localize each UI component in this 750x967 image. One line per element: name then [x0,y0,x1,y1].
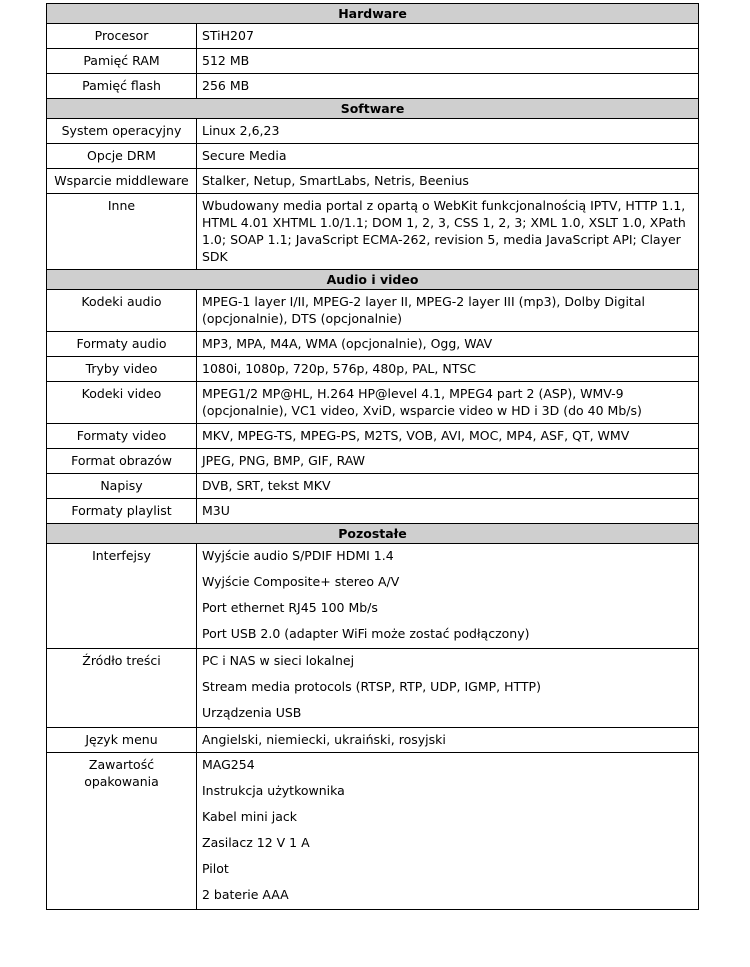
row-value: 512 MB [197,49,699,74]
table-row [47,49,699,74]
row-value: MP3, MPA, M4A, WMA (opcjonalnie), Ogg, WAV [197,332,699,357]
row-value: STiH207 [197,24,699,49]
list-item: Instrukcja użytkownika [202,783,345,798]
row-label: Źródło treści [47,649,197,728]
list-item: Zasilacz 12 V 1 A [202,835,310,850]
section-header-other [47,524,699,544]
row-label: Procesor [47,24,197,49]
row-label: Formaty video [47,424,197,449]
row-label: Formaty audio [47,332,197,357]
table-row [47,474,699,499]
table-row [47,194,699,270]
row-label: Formaty playlist [47,499,197,524]
row-value: MPEG-1 layer I/II, MPEG-2 layer II, MPEG-2 layer III (mp3), Dolby Digital (opcjonalnie), DTS (opcjonalnie) [197,290,699,332]
list-item: Kabel mini jack [202,809,297,824]
table-row [47,357,699,382]
spec-table [46,3,699,910]
table-row [47,449,699,474]
section-title: Pozostałe [47,524,699,544]
section-header-hardware [47,4,699,24]
list-item: Port USB 2.0 (adapter WiFi może zostać podłączony) [202,626,530,641]
table-row-package [47,753,699,910]
section-title: Audio i video [47,270,699,290]
list-item: Urządzenia USB [202,705,302,720]
row-value-list [197,544,699,649]
list-item: Stream media protocols (RTSP, RTP, UDP, IGMP, HTTP) [202,679,541,694]
row-label: Kodeki video [47,382,197,424]
list-item: Wyjście Composite+ stereo A/V [202,574,400,589]
row-label: Tryby video [47,357,197,382]
list-item: Pilot [202,861,229,876]
table-row [47,290,699,332]
row-label-line: opakowania [84,774,159,789]
list-item: PC i NAS w sieci lokalnej [202,653,355,668]
list-item: MAG254 [202,757,255,772]
row-label: Opcje DRM [47,144,197,169]
table-row [47,499,699,524]
row-label: Interfejsy [47,544,197,649]
row-value: Stalker, Netup, SmartLabs, Netris, Beenius [197,169,699,194]
table-row [47,119,699,144]
row-value-list [197,753,699,910]
table-row [47,24,699,49]
list-item: Port ethernet RJ45 100 Mb/s [202,600,378,615]
section-title: Hardware [47,4,699,24]
table-row-sources [47,649,699,728]
row-value: DVB, SRT, tekst MKV [197,474,699,499]
table-row [47,74,699,99]
row-label: Pamięć RAM [47,49,197,74]
table-row [47,382,699,424]
row-label: Napisy [47,474,197,499]
row-label: Format obrazów [47,449,197,474]
row-value: Secure Media [197,144,699,169]
row-value: MKV, MPEG-TS, MPEG-PS, M2TS, VOB, AVI, MOC, MP4, ASF, QT, WMV [197,424,699,449]
table-row-menu-language [47,728,699,753]
row-value: MPEG1/2 MP@HL, H.264 HP@level 4.1, MPEG4 part 2 (ASP), WMV-9 (opcjonalnie), VC1 video, XviD, wsparcie video w HD i 3D (do 40 Mb/s) [197,382,699,424]
table-row [47,144,699,169]
row-label: System operacyjny [47,119,197,144]
row-label-line: Zawartość [88,757,155,772]
row-label: Kodeki audio [47,290,197,332]
row-value: JPEG, PNG, BMP, GIF, RAW [197,449,699,474]
table-row [47,169,699,194]
row-value-list [197,649,699,728]
row-value: M3U [197,499,699,524]
table-row [47,424,699,449]
row-value: 1080i, 1080p, 720p, 576p, 480p, PAL, NTSC [197,357,699,382]
section-header-audio-video [47,270,699,290]
row-value: Linux 2,6,23 [197,119,699,144]
row-label [47,753,197,910]
row-label: Wsparcie middleware [47,169,197,194]
table-row-interfaces [47,544,699,649]
section-header-software [47,99,699,119]
list-item: 2 baterie AAA [202,887,289,902]
row-value: Angielski, niemiecki, ukraiński, rosyjski [197,728,699,753]
row-label: Inne [47,194,197,270]
section-title: Software [47,99,699,119]
list-item: Wyjście audio S/PDIF HDMI 1.4 [202,548,394,563]
row-value: Wbudowany media portal z opartą o WebKit funkcjonalnością IPTV, HTTP 1.1, HTML 4.01 XHTML 1.0/1.1; DOM 1, 2, 3, CSS 1, 2, 3; XML 1.0, XSLT 1.0, XPath 1.0; SOAP 1.1; JavaScript ECMA-262, revision 5, media JavaScript API; Clayer SDK [197,194,699,270]
row-label: Pamięć flash [47,74,197,99]
row-label: Język menu [47,728,197,753]
table-row [47,332,699,357]
row-value: 256 MB [197,74,699,99]
